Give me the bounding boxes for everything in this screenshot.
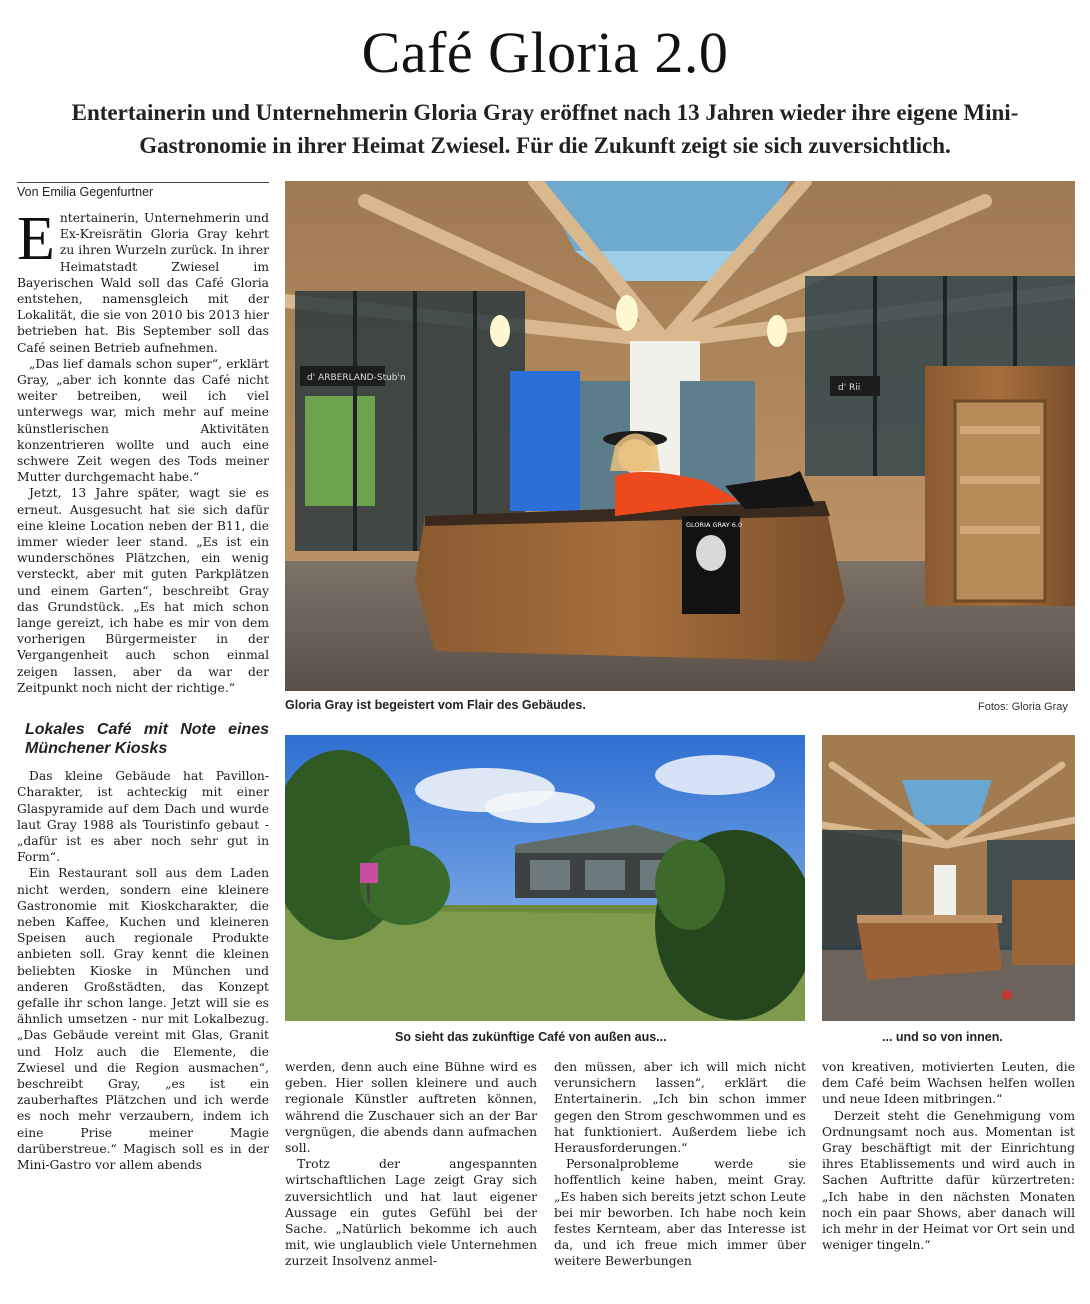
paragraph: werden, denn auch eine Bühne wird es geben. Hier sollen kleinere und auch regionale Künstler auftreten können, während die Zuschauer sich an der Bar vergnügen, die abends dann aufmachen soll. [285,1060,537,1156]
byline: Von Emilia Gegenfurtner [17,185,154,199]
drop-cap: E [17,205,55,273]
photo-exterior [285,735,805,1021]
paragraph: von kreativen, motivierten Leuten, die dem Café beim Wachsen helfen wollen und neue Ideen mitbringen.“ [822,1060,1075,1107]
main-photo-caption: Gloria Gray ist begeistert vom Flair des Gebäudes. [285,698,586,712]
subheadline: Entertainerin und Unternehmerin Gloria Gray eröffnet nach 13 Jahren wieder ihre eigene Mini-Gastronomie in ihrer Heimat Zwiesel. Für die Zukunft zeigt sie sich zuversichtlich. [71,100,1019,158]
paragraph: ntertainerin, Unternehmerin und Ex-Kreisrätin Gloria Gray kehrt zu ihren Wurzeln zurück. In ihrer Heimatstadt Zwiesel im Bayerischen Wald soll das Café Gloria entstehen, namensgleich mit der Lokalität, die sie von 2010 bis 2013 hier betrieben hat. Bis September soll das Café seinen Betrieb aufnehmen. [17,211,269,355]
photo-interior-small [822,735,1075,1021]
paragraph: Derzeit steht die Genehmigung vom Ordnungsamt noch aus. Momentan ist Gray beschäftigt mit der Einrichtung ihres Etablissements und wird auch in Sachen Auftritte dafür kürzertreten: „Ich habe in den nächsten Monaten noch ein paar Shows, aber danach will ich mehr in der Heimat vor Ort sein und weniger tingeln.“ [822,1108,1075,1253]
paragraph: „Das lief damals schon super“, erklärt Gray, „aber ich konnte das Café nicht weiter betreiben, weil ich viel unterwegs war, mich mehr auf meine künstlerischen Aktivitäten konzentrieren wollte und auch eine schwere Zeit wegen des Tods meiner Mutter durchgemacht habe.“ [17,356,269,485]
paragraph: Jetzt, 13 Jahre später, wagt sie es erneut. Ausgesucht hat sie sich dafür eine kleine Location neben der B11, die immer wieder leer stand. „Es ist ein wunderschönes Plätzchen, ein wenig versteckt, aber mit guten Parkplätzen und einem Garten“, beschreibt Gray das Grundstück. „Es hat mich schon lange gereizt, ich habe es mir von dem vorherigen Bürgermeister in der Vergangenheit auch schon einmal zeigen lassen, aber da war der Zeitpunkt noch nicht der richtige.“ [17,486,269,695]
article-column-1 [17,205,269,1173]
interior-caption: ... und so von innen. [882,1030,1003,1044]
article-column-2 [285,1059,537,1270]
sign-left: d' ARBERLAND-Stub'n [307,373,406,383]
exterior-caption: So sieht das zukünftige Café von außen aus... [395,1030,667,1044]
poster-title: GLORIA GRAY 6.0 [686,521,743,529]
paragraph: Personalprobleme werde sie hoffentlich keine haben, meint Gray. „Es haben sich bereits jetzt schon Leute bei mir beworben. Ich habe noch kein festes Kernteam, aber das Interesse ist da, und ich freue mich immer über weitere Bewerbungen [554,1157,806,1269]
paragraph: den müssen, aber ich will mich nicht verunsichern lassen“, erklärt die Entertainerin. „Ich bin schon immer gegen den Strom geschwommen und es hat funktioniert. Außerdem liebe ich Herausforderungen.“ [554,1060,806,1156]
paragraph: Ein Restaurant soll aus dem Laden nicht werden, sondern eine kleinere Gastronomie mit Kioskcharakter, die neben Kaffee, Kuchen und kleineren Speisen auch regionale Produkte anbieten soll. Gray kennt die kleinen beliebten Kioske in München und anderen Großstädten, das Konzept gefalle ihr schon lange. Jetzt will sie es ähnlich umsetzen - nur mit Lokalbezug. „Das Gebäude vereint mit Glas, Granit und Holz auch die Elemente, die Zwiesel und die Region ausmachen“, beschreibt Gray, „es ist ein zauberhaftes Plätzchen und ich werde es noch mehr verzaubern, indem ich eine Prise meiner Magie darüberstreue.“ Magisch soll es in der Mini-Gastro vor allem abends [17,866,269,1172]
main-photo-interior [285,181,1075,691]
article-column-3 [554,1059,806,1270]
byline-rule [17,182,269,183]
photo-credit: Fotos: Gloria Gray [978,701,1068,713]
headline: Café Gloria 2.0 [361,20,729,85]
section-subhead: Lokales Café mit Note eines Münchener Kiosks [25,721,269,758]
paragraph: Trotz der angespannten wirtschaftlichen Lage zeigt Gray sich zuversichtlich und hat laut eigener Aussage ein gutes Gefühl bei der Sache. „Natürlich bekomme ich auch mit, wie unglaublich viele Unternehmen zurzeit Insolvenz anmel- [285,1157,537,1269]
article-column-4 [822,1059,1075,1253]
paragraph: Das kleine Gebäude hat Pavillon-Charakter, ist achteckig mit einer Glaspyramide auf dem Dach und wurde laut Gray 1988 als Touristinfo gebaut - „dafür ist es aber noch sehr gut in Form“. [17,769,269,865]
sign-right: d' Rii [838,383,861,393]
